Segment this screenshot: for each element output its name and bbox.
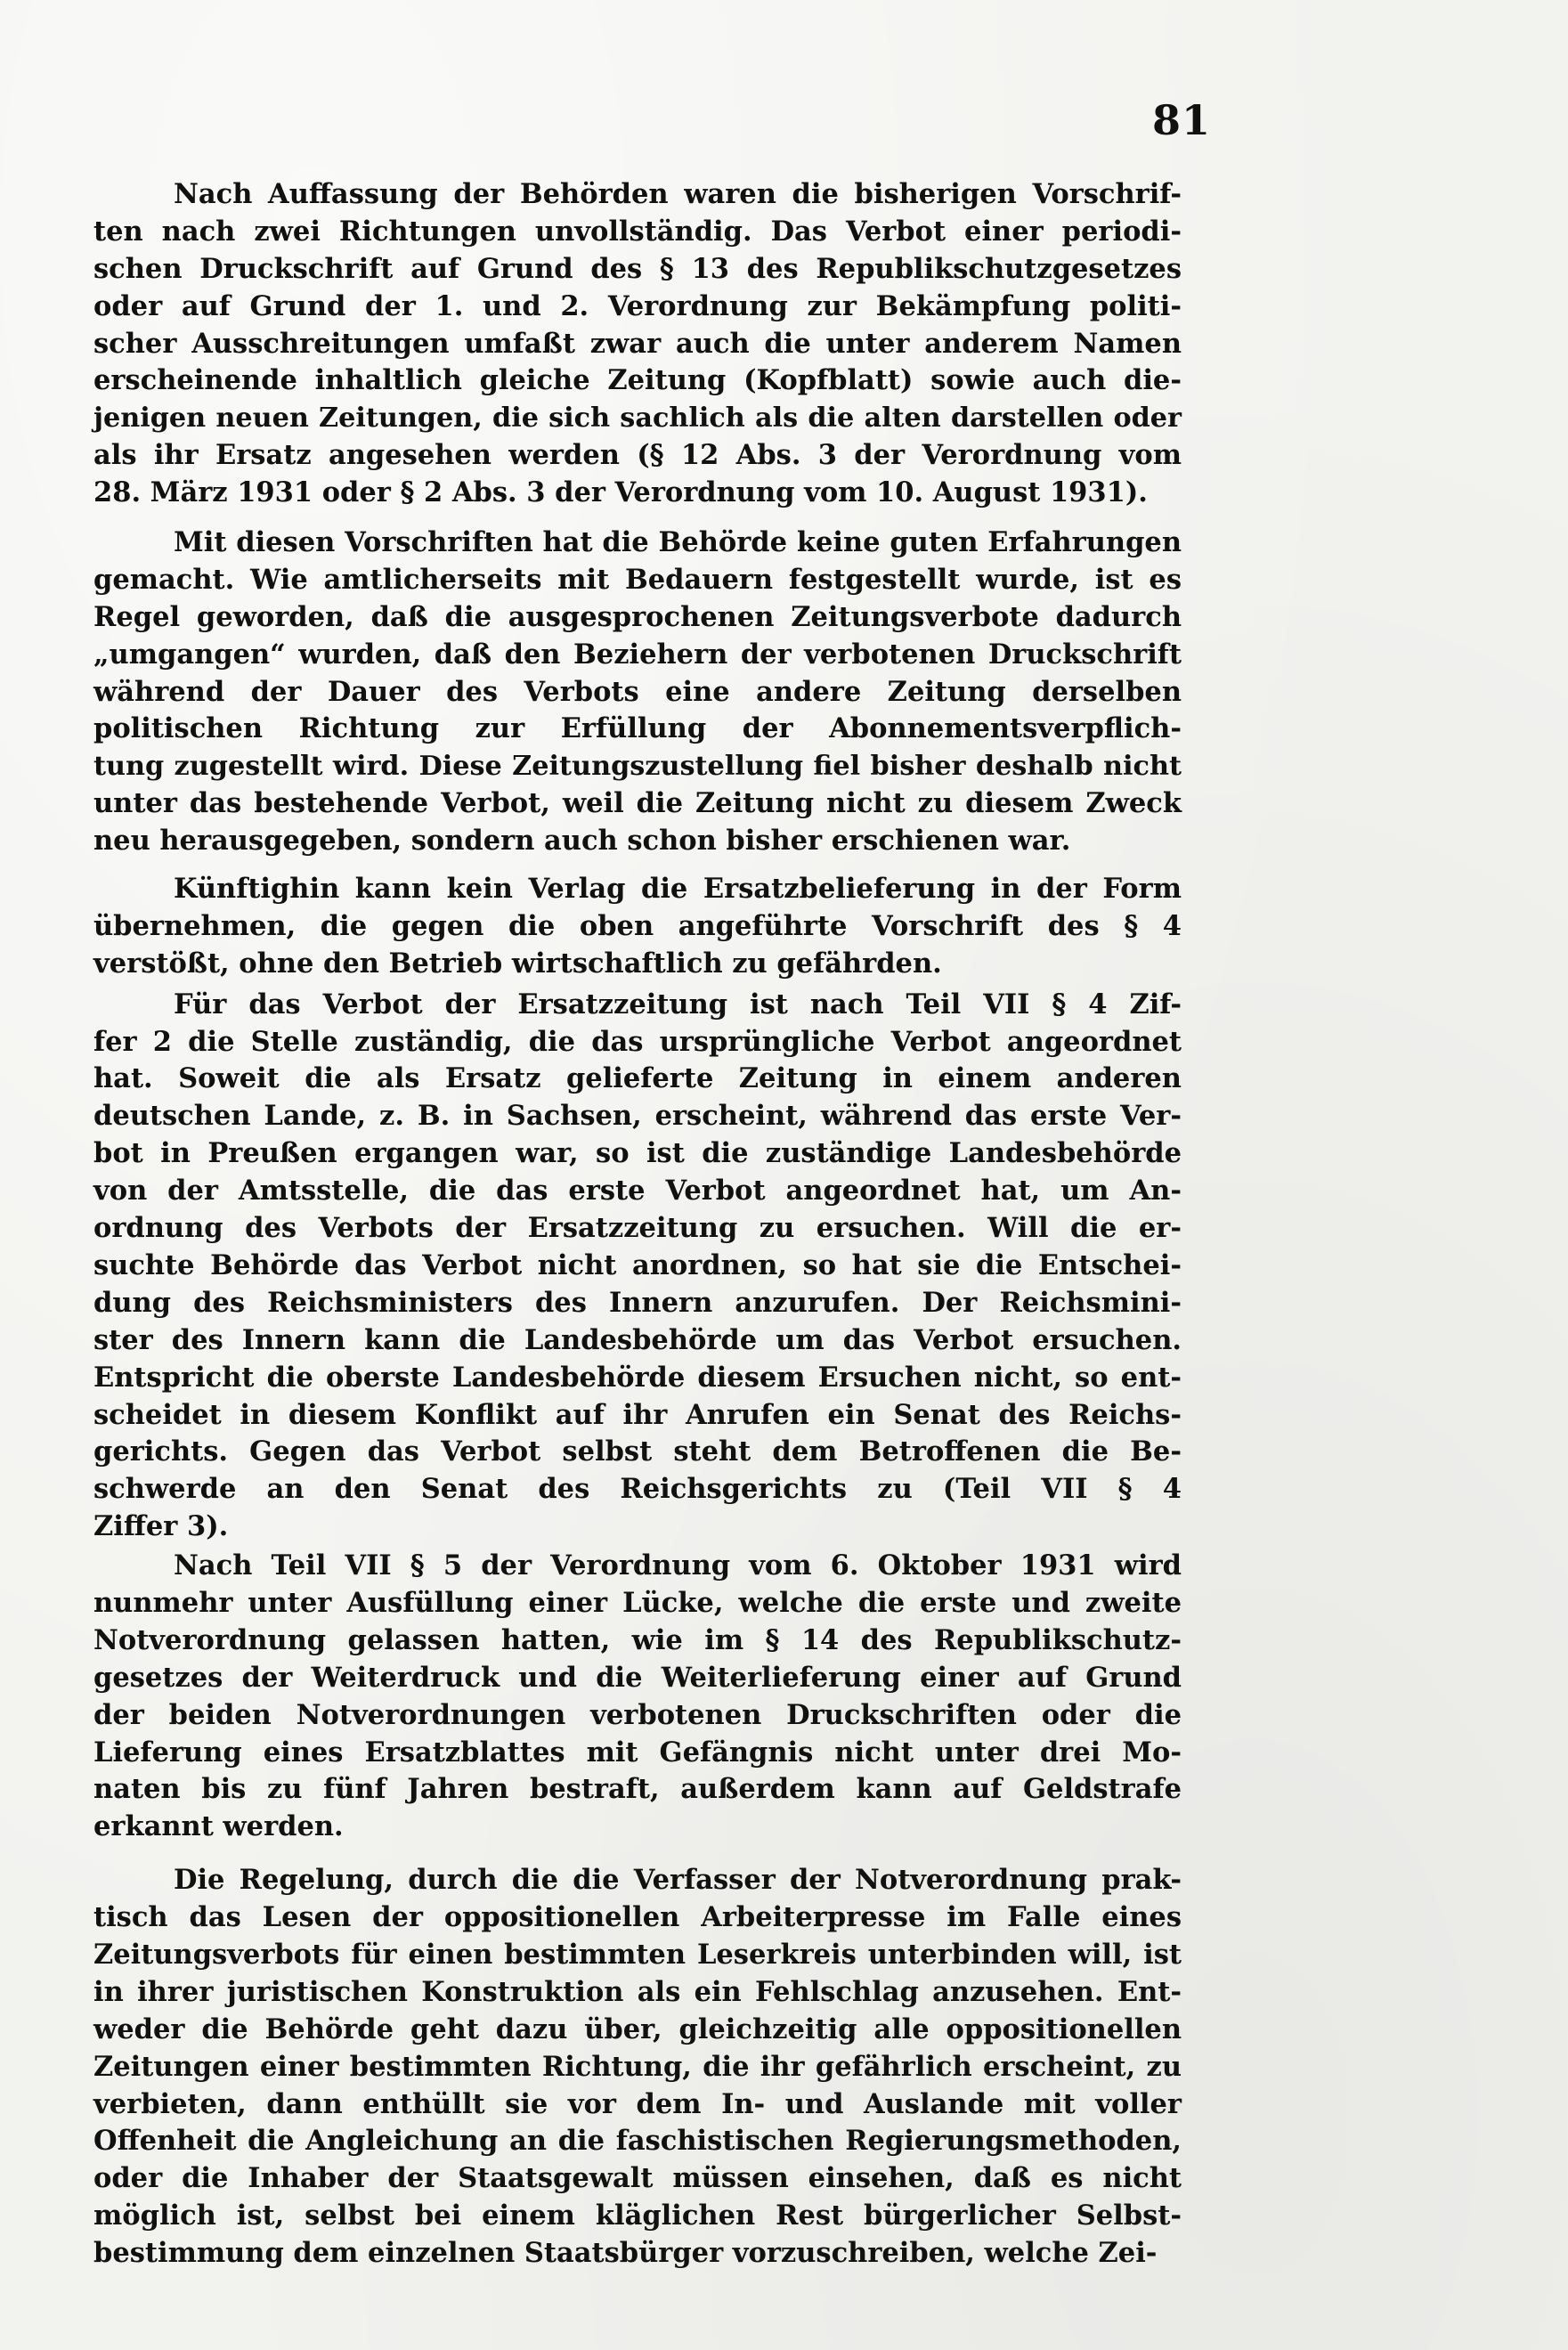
text-line: bestimmung dem einzelnen Staatsbürger vorzuschreiben, welche Zei-	[93, 2237, 1158, 2270]
paragraph	[93, 871, 1182, 983]
paragraph	[93, 987, 1182, 1546]
text-line: scheidet in diesem Konflikt auf ihr Anrufen ein Senat des Reichs-	[93, 1398, 1182, 1431]
text-line: hat. Soweit die als Ersatz gelieferte Zeitung in einem anderen	[93, 1062, 1182, 1095]
paragraph-gap	[93, 860, 1182, 871]
text-line: ster des Innern kann die Landesbehörde um das Verbot ersuchen.	[93, 1323, 1182, 1356]
page-number: 81	[1151, 96, 1211, 144]
text-line: Nach Teil VII § 5 der Verordnung vom 6. Oktober 1931 wird	[174, 1549, 1182, 1582]
text-line: möglich ist, selbst bei einem kläglichen Rest bürgerlicher Selbst-	[93, 2200, 1182, 2232]
text-line: Notverordnung gelassen hatten, wie im § 14 des Republikschutz-	[93, 1623, 1182, 1656]
text-line: übernehmen, die gegen die oben angeführte Vorschrift des § 4	[93, 909, 1182, 942]
text-line: naten bis zu fünf Jahren bestraft, außerdem kann auf Geldstrafe	[93, 1773, 1182, 1806]
text-line: tisch das Lesen der oppositionellen Arbeiterpresse im Falle eines	[93, 1901, 1182, 1934]
paragraph	[93, 524, 1182, 860]
text-line: ordnung des Verbots der Ersatzzeitung zu ersuchen. Will die er-	[93, 1212, 1182, 1245]
paragraph-gap	[93, 1846, 1182, 1862]
text-line: oder die Inhaber der Staatsgewalt müssen einsehen, daß es nicht	[93, 2162, 1182, 2195]
text-line: Die Regelung, durch die die Verfasser der Notverordnung prak-	[174, 1864, 1182, 1897]
text-line: gesetzes der Weiterdruck und die Weiterlieferung einer auf Grund	[93, 1661, 1182, 1694]
text-line: schen Druckschrift auf Grund des § 13 des Republikschutzgesetzes	[93, 252, 1182, 285]
text-line: Mit diesen Vorschriften hat die Behörde keine guten Erfahrungen	[174, 526, 1182, 559]
text-line: Nach Auffassung der Behörden waren die bisherigen Vorschrif-	[174, 178, 1182, 210]
text-line: fer 2 die Stelle zuständig, die das ursprüngliche Verbot angeordnet	[93, 1025, 1182, 1058]
text-line: neu herausgegeben, sondern auch schon bisher erschienen war.	[93, 825, 1071, 858]
paragraph	[93, 1548, 1182, 1846]
text-line: der beiden Notverordnungen verbotenen Druckschriften oder die	[93, 1698, 1182, 1731]
text-line: politischen Richtung zur Erfüllung der Abonnementsverpflich-	[93, 712, 1182, 745]
text-line: Regel geworden, daß die ausgesprochenen Zeitungsverbote dadurch	[93, 600, 1182, 633]
text-line: deutschen Lande, z. B. in Sachsen, erscheint, während das erste Ver-	[93, 1100, 1182, 1133]
text-line: Ziffer 3).	[93, 1510, 229, 1543]
text-line: weder die Behörde geht dazu über, gleichzeitig alle oppositionellen	[93, 2013, 1182, 2045]
paragraph	[93, 1862, 1182, 2273]
text-line: Zeitungsverbots für einen bestimmten Leserkreis unterbinden will, ist	[93, 1938, 1182, 1971]
text-line: in ihrer juristischen Konstruktion als ein Fehlschlag anzusehen. Ent-	[93, 1975, 1182, 2008]
text-line: dung des Reichsministers des Innern anzurufen. Der Reichsmini-	[93, 1286, 1182, 1319]
text-line: gemacht. Wie amtlicherseits mit Bedauern festgestellt wurde, ist es	[93, 563, 1182, 596]
text-line: gerichts. Gegen das Verbot selbst steht dem Betroffenen die Be-	[93, 1435, 1182, 1468]
text-line: verstößt, ohne den Betrieb wirtschaftlich zu gefährden.	[93, 947, 942, 980]
text-line: oder auf Grund der 1. und 2. Verordnung zur Bekämpfung politi-	[93, 289, 1182, 322]
text-line: suchte Behörde das Verbot nicht anordnen, so hat sie die Entschei-	[93, 1248, 1182, 1281]
text-line: von der Amtsstelle, die das erste Verbot angeordnet hat, um An-	[93, 1175, 1182, 1208]
text-line: erkannt werden.	[93, 1810, 344, 1843]
text-line: während der Dauer des Verbots eine andere Zeitung derselben	[93, 675, 1182, 708]
text-line: verbieten, dann enthüllt sie vor dem In- und Auslande mit voller	[93, 2087, 1182, 2120]
paragraph-gap	[93, 512, 1182, 524]
body-text	[93, 176, 1182, 2273]
text-line: Lieferung eines Ersatzblattes mit Gefängnis nicht unter drei Mo-	[93, 1736, 1182, 1769]
text-line: bot in Preußen ergangen war, so ist die zuständige Landesbehörde	[93, 1137, 1182, 1170]
text-line: unter das bestehende Verbot, weil die Zeitung nicht zu diesem Zweck	[93, 787, 1182, 820]
text-line: tung zugestellt wird. Diese Zeitungszustellung fiel bisher deshalb nicht	[93, 751, 1182, 783]
text-line: 28. März 1931 oder § 2 Abs. 3 der Verordnung vom 10. August 1931).	[93, 476, 1148, 509]
text-line: erscheinende inhaltlich gleiche Zeitung (Kopfblatt) sowie auch die-	[93, 364, 1182, 397]
text-line: „umgangen“ wurden, daß den Beziehern der verbotenen Druckschrift	[93, 638, 1182, 671]
text-line: Für das Verbot der Ersatzzeitung ist nach Teil VII § 4 Zif-	[174, 988, 1182, 1021]
text-line: scher Ausschreitungen umfaßt zwar auch die unter anderem Namen	[93, 327, 1182, 360]
text-line: nunmehr unter Ausfüllung einer Lücke, welche die erste und zweite	[93, 1586, 1182, 1619]
text-line: jenigen neuen Zeitungen, die sich sachlich als die alten darstellen oder	[93, 403, 1182, 435]
paragraph	[93, 176, 1182, 512]
text-line: Offenheit die Angleichung an die faschistischen Regierungsmethoden,	[93, 2125, 1182, 2158]
text-line: ten nach zwei Richtungen unvollständig. Das Verbot einer periodi-	[93, 215, 1182, 248]
text-line: Zeitungen einer bestimmten Richtung, die ihr gefährlich erscheint, zu	[93, 2050, 1182, 2083]
text-line: schwerde an den Senat des Reichsgerichts zu (Teil VII § 4	[93, 1473, 1182, 1506]
text-line: als ihr Ersatz angesehen werden (§ 12 Abs. 3 der Verordnung vom	[93, 439, 1182, 472]
text-line: Künftighin kann kein Verlag die Ersatzbelieferung in der Form	[174, 873, 1182, 906]
text-line: Entspricht die oberste Landesbehörde diesem Ersuchen nicht, so ent-	[93, 1361, 1182, 1394]
